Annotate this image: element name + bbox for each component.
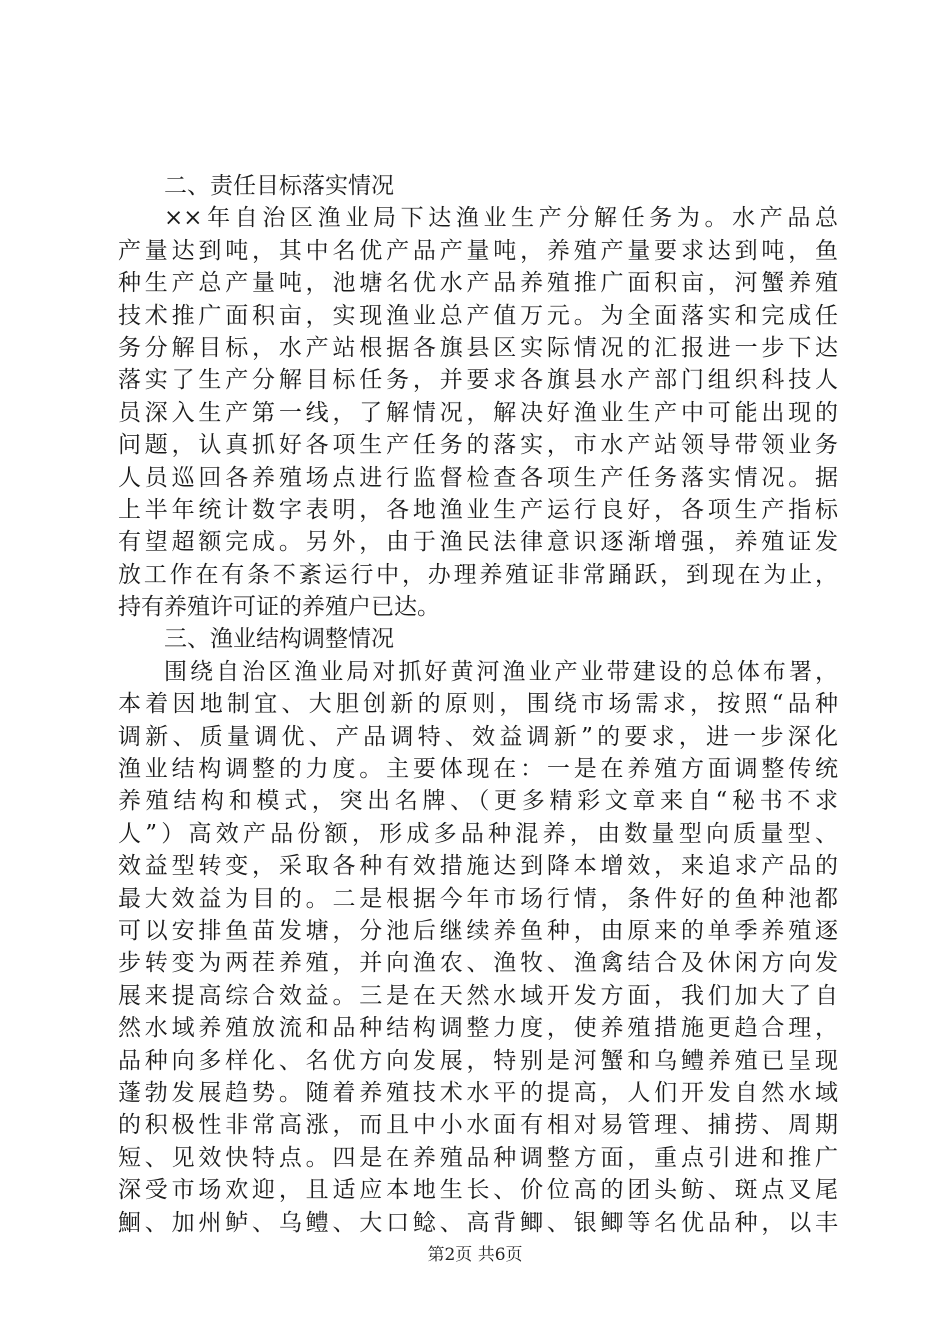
text-line: 调新、质量调优、产品调特、效益调新”的要求，进一步深化 — [118, 723, 838, 750]
text-line: 步转变为两茬养殖，并向渔农、渔牧、渔禽结合及休闲方向发 — [118, 950, 838, 977]
text-line: 鮰、加州鲈、乌鳢、大口鲶、高背鲫、银鲫等名优品种，以丰 — [118, 1209, 838, 1236]
text-line: 的积极性非常高涨，而且中小水面有相对易管理、捕捞、周期 — [118, 1112, 838, 1139]
text-line: 最大效益为目的。二是根据今年市场行情，条件好的鱼种池都 — [118, 885, 838, 912]
text-line: 深受市场欢迎，且适应本地生长、价位高的团头鲂、斑点叉尾 — [118, 1177, 838, 1204]
text-line: 效益型转变，采取各种有效措施达到降本增效，来追求产品的 — [118, 853, 838, 880]
text-line: 务分解目标，水产站根据各旗县区实际情况的汇报进一步下达 — [118, 334, 838, 361]
text-line: 人员巡回各养殖场点进行监督检查各项生产任务落实情况。据 — [118, 464, 838, 491]
text-line: 种生产总产量吨，池塘名优水产品养殖推广面积亩，河蟹养殖 — [118, 270, 838, 297]
text-line: 短、见效快特点。四是在养殖品种调整方面，重点引进和推广 — [118, 1144, 838, 1171]
text-line: 品种向多样化、名优方向发展，特别是河蟹和乌鳢养殖已呈现 — [118, 1047, 838, 1074]
text-line: 上半年统计数字表明，各地渔业生产运行良好，各项生产指标 — [118, 496, 838, 523]
text-line: 人”）高效产品份额，形成多品种混养，由数量型向质量型、 — [118, 820, 838, 847]
text-line: 持有养殖许可证的养殖户已达。 — [118, 594, 440, 621]
text-line: 问题，认真抓好各项生产任务的落实，市水产站领导带领业务 — [118, 432, 838, 459]
text-line: 产量达到吨，其中名优产品产量吨，养殖产量要求达到吨，鱼 — [118, 237, 838, 264]
text-line: 本着因地制宜、大胆创新的原则，围绕市场需求，按照“品种 — [118, 691, 838, 718]
text-line: 二、责任目标落实情况 — [164, 173, 394, 199]
text-line: 可以安排鱼苗发塘，分池后继续养鱼种，由原来的单季养殖逐 — [118, 917, 838, 944]
text-line: 员深入生产第一线，了解情况，解决好渔业生产中可能出现的 — [118, 399, 838, 426]
text-line: 落实了生产分解目标任务，并要求各旗县水产部门组织科技人 — [118, 367, 838, 394]
text-line: 放工作在有条不紊运行中，办理养殖证非常踊跃，到现在为止， — [118, 561, 838, 588]
text-line: 技术推广面积亩，实现渔业总产值万元。为全面落实和完成任 — [118, 302, 838, 329]
text-line: 渔业结构调整的力度。主要体现在：一是在养殖方面调整传统 — [118, 756, 838, 783]
document-body — [118, 170, 838, 1239]
text-line: 围绕自治区渔业局对抓好黄河渔业产业带建设的总体布署， — [164, 658, 838, 685]
text-line: 三、渔业结构调整情况 — [164, 626, 394, 653]
text-line: 展来提高综合效益。三是在天然水域开发方面，我们加大了自 — [118, 982, 838, 1009]
text-line: 有望超额完成。另外，由于渔民法律意识逐渐增强，养殖证发 — [118, 529, 838, 556]
text-line: 蓬勃发展趋势。随着养殖技术水平的提高，人们开发自然水域 — [118, 1079, 838, 1106]
text-line: 养殖结构和模式，突出名牌、（更多精彩文章来自“秘书不求 — [118, 788, 838, 815]
page-footer: 第2页 共6页 — [427, 1245, 523, 1265]
text-line: 然水域养殖放流和品种结构调整力度，使养殖措施更趋合理， — [118, 1015, 838, 1042]
text-line: ××年自治区渔业局下达渔业生产分解任务为。水产品总 — [164, 205, 838, 232]
